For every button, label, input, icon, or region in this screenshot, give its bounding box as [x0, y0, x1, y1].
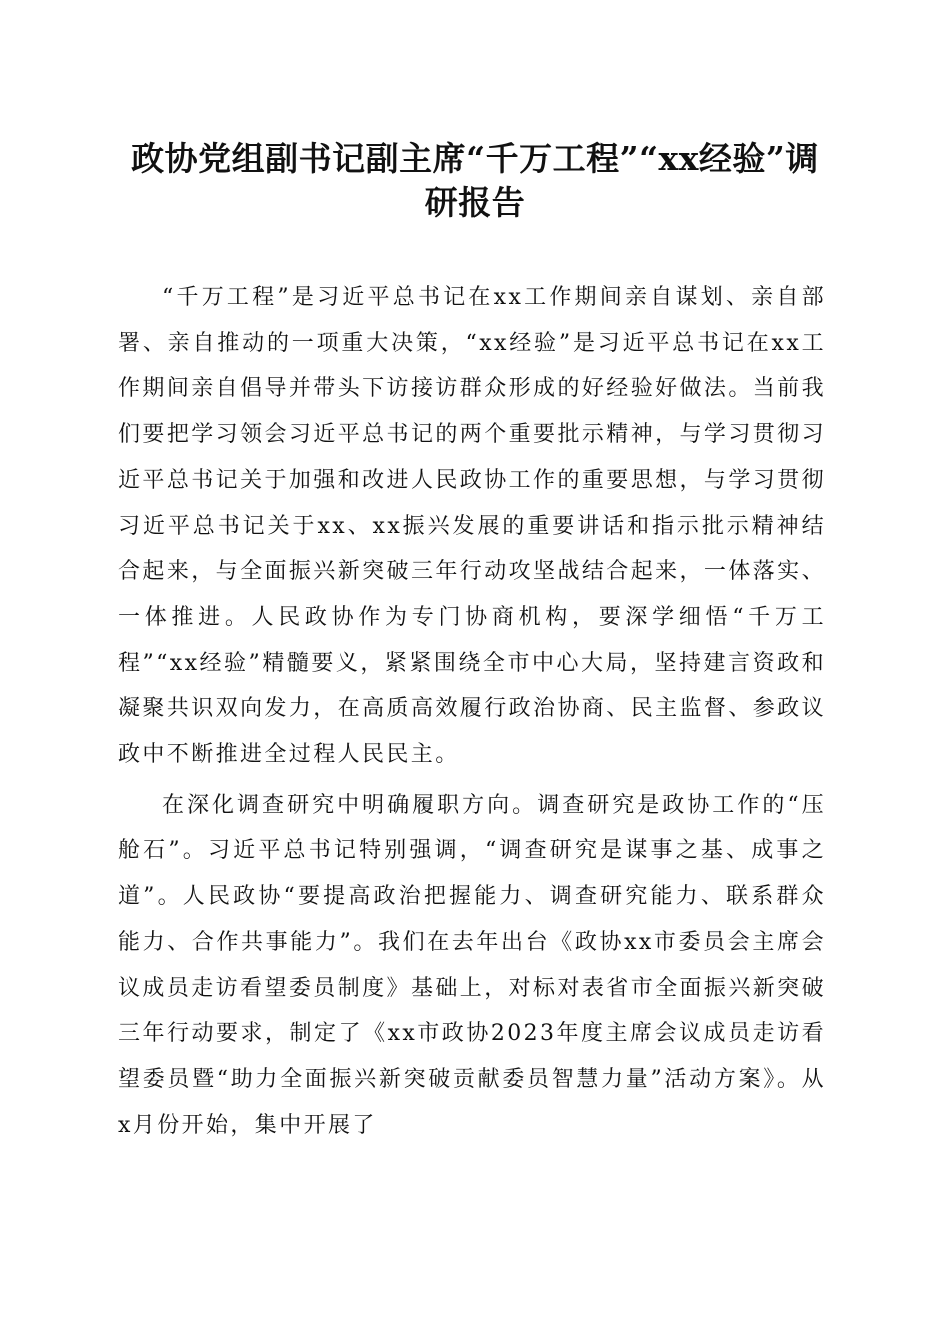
paragraph-intro: “千万工程”是习近平总书记在xx工作期间亲自谋划、亲自部署、亲自推动的一项重大决策，“xx经验”是习近平总书记在xx工作期间亲自倡导并带头下访接访群众形成的好经验好做法。当前我们要把学习领会习近平总书记的两个重要批示精神，与学习贯彻习近平总书记关于加强和改进人民政协工作的重要思想，与学习贯彻习近平总书记关于xx、xx振兴发展的重要讲话和指示批示精神结合起来，与全面振兴新突破三年行动攻坚战结合起来，一体落实、一体推进。人民政协作为专门协商机构，要深学细悟“千万工程”“xx经验”精髓要义，紧紧围绕全市中心大局，坚持建言资政和凝聚共识双向发力，在高质高效履行政治协商、民主监督、参政议政中不断推进全过程人民民主。: [118, 285, 826, 768]
document-body: [118, 275, 826, 1153]
document-title: 政协党组副书记副主席“千万工程”“xx经验”调研报告: [131, 139, 819, 222]
paragraph-research: 在深化调查研究中明确履职方向。调查研究是政协工作的“压舱石”。习近平总书记特别强调，“调查研究是谋事之基、成事之道”。人民政协“要提高政治把握能力、调查研究能力、联系群众能力、合作共事能力”。我们在去年出台《政协xx市委员会主席会议成员走访看望委员制度》基础上，对标对表省市全面振兴新突破三年行动要求，制定了《xx市政协2023年度主席会议成员走访看望委员暨“助力全面振兴新突破贡献委员智慧力量”活动方案》。从x月份开始，集中开展了: [118, 792, 826, 1138]
